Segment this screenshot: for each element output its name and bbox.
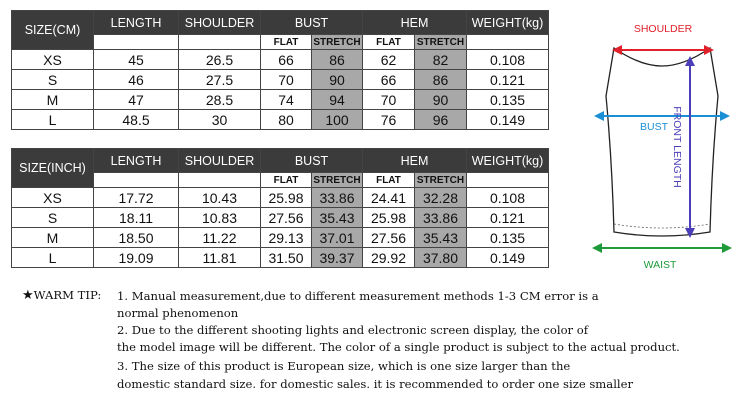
weight-cell: 0.135 <box>467 228 549 248</box>
front-length-label: FRONT LENGTH <box>671 106 683 188</box>
tank-top-outline <box>606 48 718 236</box>
bust-stretch-cell: 90 <box>312 70 363 90</box>
shoulder-header: SHOULDER <box>179 11 261 35</box>
bust-stretch-cell: 39.37 <box>312 248 363 268</box>
garment-diagram <box>584 10 744 275</box>
blank-cell <box>467 173 549 188</box>
table-row <box>12 228 549 248</box>
blank-cell <box>94 35 179 50</box>
weight-cell: 0.121 <box>467 208 549 228</box>
shoulder-cell: 11.22 <box>179 228 261 248</box>
hem-flat-cell: 29.92 <box>363 248 415 268</box>
table-row <box>12 70 549 90</box>
shoulder-cell: 10.83 <box>179 208 261 228</box>
bust-stretch-cell: 100 <box>312 110 363 130</box>
weight-cell: 0.108 <box>467 188 549 208</box>
hem-header: HEM <box>363 11 467 35</box>
bust-flat-cell: 70 <box>261 70 312 90</box>
bust-stretch-header: STRETCH <box>313 174 361 186</box>
shoulder-header: SHOULDER <box>179 149 261 173</box>
hem-flat-cell: 76 <box>363 110 415 130</box>
bust-flat-cell: 74 <box>261 90 312 110</box>
shoulder-cell: 30 <box>179 110 261 130</box>
shoulder-cell: 26.5 <box>179 50 261 70</box>
warm-tip-heading <box>22 288 101 303</box>
header-row <box>12 149 549 173</box>
shoulder-cell: 27.5 <box>179 70 261 90</box>
bust-stretch-cell: 94 <box>312 90 363 110</box>
header-row <box>12 11 549 35</box>
table-row <box>12 208 549 228</box>
tip-line: domestic standard size. for domestic sales. it is recommended to order one size smaller <box>117 377 634 391</box>
shoulder-cell: 11.81 <box>179 248 261 268</box>
bust-header: BUST <box>261 149 363 173</box>
length-cell: 18.11 <box>94 208 179 228</box>
bust-flat-cell: 31.50 <box>261 248 312 268</box>
length-cell: 19.09 <box>94 248 179 268</box>
blank-cell <box>179 35 261 50</box>
hem-stretch-header: STRETCH <box>415 35 467 50</box>
length-cell: 46 <box>94 70 179 90</box>
table-row <box>12 248 549 268</box>
bust-stretch-cell: 86 <box>312 50 363 70</box>
weight-cell: 0.149 <box>467 248 549 268</box>
size-header: SIZE(CM) <box>12 11 94 50</box>
size-cell: M <box>12 90 94 110</box>
hem-stretch-cell: 96 <box>415 110 467 130</box>
hem-flat-cell: 70 <box>363 90 415 110</box>
bust-stretch-header: STRETCH <box>313 36 361 48</box>
weight-cell: 0.108 <box>467 50 549 70</box>
hem-flat-cell: 66 <box>363 70 415 90</box>
bust-stretch-cell: 37.01 <box>312 228 363 248</box>
length-cell: 45 <box>94 50 179 70</box>
waist-arrow <box>592 243 732 253</box>
shoulder-cell: 10.43 <box>179 188 261 208</box>
size-cell: XS <box>12 188 94 208</box>
bust-flat-cell: 80 <box>261 110 312 130</box>
shoulder-cell: 28.5 <box>179 90 261 110</box>
bust-header: BUST <box>261 11 363 35</box>
length-cell: 17.72 <box>94 188 179 208</box>
tip-line: 1. Manual measurement,due to different measurement methods 1-3 CM error is a <box>117 289 599 303</box>
hem-stretch-cell: 82 <box>415 50 467 70</box>
tip-line: the model image will be different. The color of a single product is subject to the actual product. <box>117 340 680 354</box>
bust-flat-cell: 27.56 <box>261 208 312 228</box>
size-cell: S <box>12 208 94 228</box>
hem-flat-cell: 27.56 <box>363 228 415 248</box>
bust-flat-cell: 29.13 <box>261 228 312 248</box>
hem-stretch-header: STRETCH <box>415 173 467 188</box>
bust-label: BUST <box>639 121 669 133</box>
blank-cell <box>94 173 179 188</box>
size-cell: L <box>12 248 94 268</box>
bust-flat-cell: 66 <box>261 50 312 70</box>
hem-stretch-cell: 32.28 <box>415 188 467 208</box>
size-chart-cm <box>11 10 549 130</box>
star-icon: ★ <box>22 288 34 303</box>
length-cell: 48.5 <box>94 110 179 130</box>
hem-stretch-cell: 37.80 <box>415 248 467 268</box>
table-row <box>12 188 549 208</box>
hem-flat-cell: 25.98 <box>363 208 415 228</box>
hem-flat-header: FLAT <box>363 35 415 50</box>
hem-stretch-cell: 35.43 <box>415 228 467 248</box>
weight-cell: 0.135 <box>467 90 549 110</box>
table-row <box>12 110 549 130</box>
length-cell: 47 <box>94 90 179 110</box>
hem-stretch-cell: 86 <box>415 70 467 90</box>
length-header: LENGTH <box>94 149 179 173</box>
size-cell: L <box>12 110 94 130</box>
size-cell: M <box>12 228 94 248</box>
hem-stretch-cell: 90 <box>415 90 467 110</box>
size-chart-inch <box>11 148 549 268</box>
bust-flat-header: FLAT <box>261 173 312 188</box>
bust-flat-cell: 25.98 <box>261 188 312 208</box>
weight-cell: 0.121 <box>467 70 549 90</box>
size-cell: S <box>12 70 94 90</box>
hem-flat-cell: 62 <box>363 50 415 70</box>
hem-stretch-cell: 33.86 <box>415 208 467 228</box>
length-cell: 18.50 <box>94 228 179 248</box>
weight-header: WEIGHT(kg) <box>467 149 549 173</box>
hem-header: HEM <box>363 149 467 173</box>
blank-cell <box>179 173 261 188</box>
bust-flat-header: FLAT <box>261 35 312 50</box>
size-header: SIZE(INCH) <box>12 149 94 188</box>
shoulder-label: SHOULDER <box>633 23 693 35</box>
waist-label: WAIST <box>643 259 677 271</box>
tip-line: 2. Due to the different shooting lights and electronic screen display, the color of <box>117 323 589 337</box>
bust-stretch-cell: 33.86 <box>312 188 363 208</box>
length-header: LENGTH <box>94 11 179 35</box>
hem-flat-cell: 24.41 <box>363 188 415 208</box>
bust-stretch-cell: 35.43 <box>312 208 363 228</box>
size-cell: XS <box>12 50 94 70</box>
table-row <box>12 90 549 110</box>
blank-cell <box>467 35 549 50</box>
warm-tip-label: WARM TIP: <box>33 288 102 302</box>
shoulder-arrow <box>612 45 714 55</box>
table-row <box>12 50 549 70</box>
tip-line: 3. The size of this product is European size, which is one size larger than the <box>117 359 571 373</box>
tip-line: normal phenomenon <box>117 306 239 320</box>
weight-cell: 0.149 <box>467 110 549 130</box>
hem-flat-header: FLAT <box>363 173 415 188</box>
weight-header: WEIGHT(kg) <box>467 11 549 35</box>
